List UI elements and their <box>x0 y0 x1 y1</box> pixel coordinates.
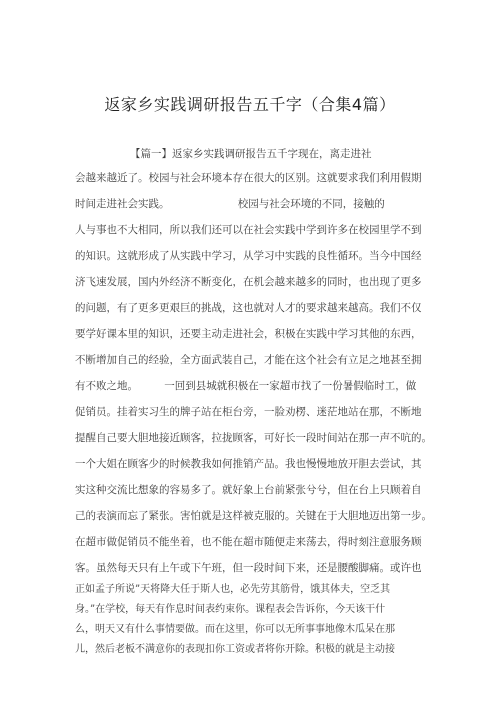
text-line: 儿，然后老板不满意你的表现扣你工资或者将你开除。积极的就是主动接 <box>75 644 395 655</box>
text-line: 有不败之地。 一回到县城就积极在一家超市找了一份暑假临时工，做 <box>75 380 417 392</box>
text-line: 不断增加自己的经验，全方面武装自己，才能在这个社会有立足之地甚至拥 <box>75 354 422 366</box>
text-line: 在超市做促销员不能坐着，也不能在超市随便走来荡去，得时刻注意服务顾 <box>75 536 422 548</box>
text-line: 的问题，有了更多更艰巨的挑战，这也就对人才的要求越来越高。我们不仅 <box>75 302 422 314</box>
text-line: 一个大姐在顾客少的时候教我如何推销产品。我也慢慢地放开胆去尝试，其 <box>75 458 422 470</box>
text-line: 促销员。挂着实习生的牌子站在柜台旁，一脸劝楞、迷茫地站在那，不断地 <box>75 406 422 418</box>
text-line: 会越来越近了。校园与社会环境本存在很大的区别。这就要求我们利用假期 <box>75 172 422 184</box>
text-line: 么，明天又有什么事情要做。而在这里，你可以无所事事地像木瓜呆在那 <box>75 624 395 635</box>
text-line: 实这种交流比想象的容易多了。就好象上台前紧张兮兮，但在台上只顾着自 <box>75 484 422 496</box>
text-line: 要学好课本里的知识，还要主动走进社会，积极在实践中学习其他的东西， <box>75 328 422 340</box>
text-line: 己的表演而忘了紧张。害怕就是这样被克服的。关键在于大胆地迈出第一步。 <box>75 510 432 522</box>
text-line: 客。虽然每天只有上午或下午班，但一段时间下来，还是腰酸脚痛。或许也 <box>75 562 422 574</box>
text-line: 身。”在学校，每天有作息时间表约束你。课程表会告诉你，今天该干什 <box>75 604 386 615</box>
text-line: 提醒自己要大胆地接近顾客，拉拢顾客，可好长一段时间站在那一声不吭的。 <box>75 432 432 444</box>
text-line: 济飞速发展，国内外经济不断变化，在机会越来越多的同时，也出现了更多 <box>75 276 422 288</box>
text-line: 时间走进社会实践。 校园与社会环境的不同，接触的 <box>75 198 385 210</box>
text-line: 的知识。这就形成了从实践中学习，从学习中实践的良性循环。当今中国经 <box>75 250 422 262</box>
text-line: 正如孟子所说”天将降大任于斯人也，必先劳其筋骨，饿其体夫，空乏其 <box>75 584 391 595</box>
text-line: 人与事也不大相同，所以我们还可以在社会实践中学到许多在校园里学不到 <box>75 224 422 236</box>
document-title: 返家乡实践调研报告五千字（合集4篇） <box>104 95 396 114</box>
text-line: 【篇一】返家乡实践调研报告五千字现在，离走进社 <box>130 148 372 160</box>
